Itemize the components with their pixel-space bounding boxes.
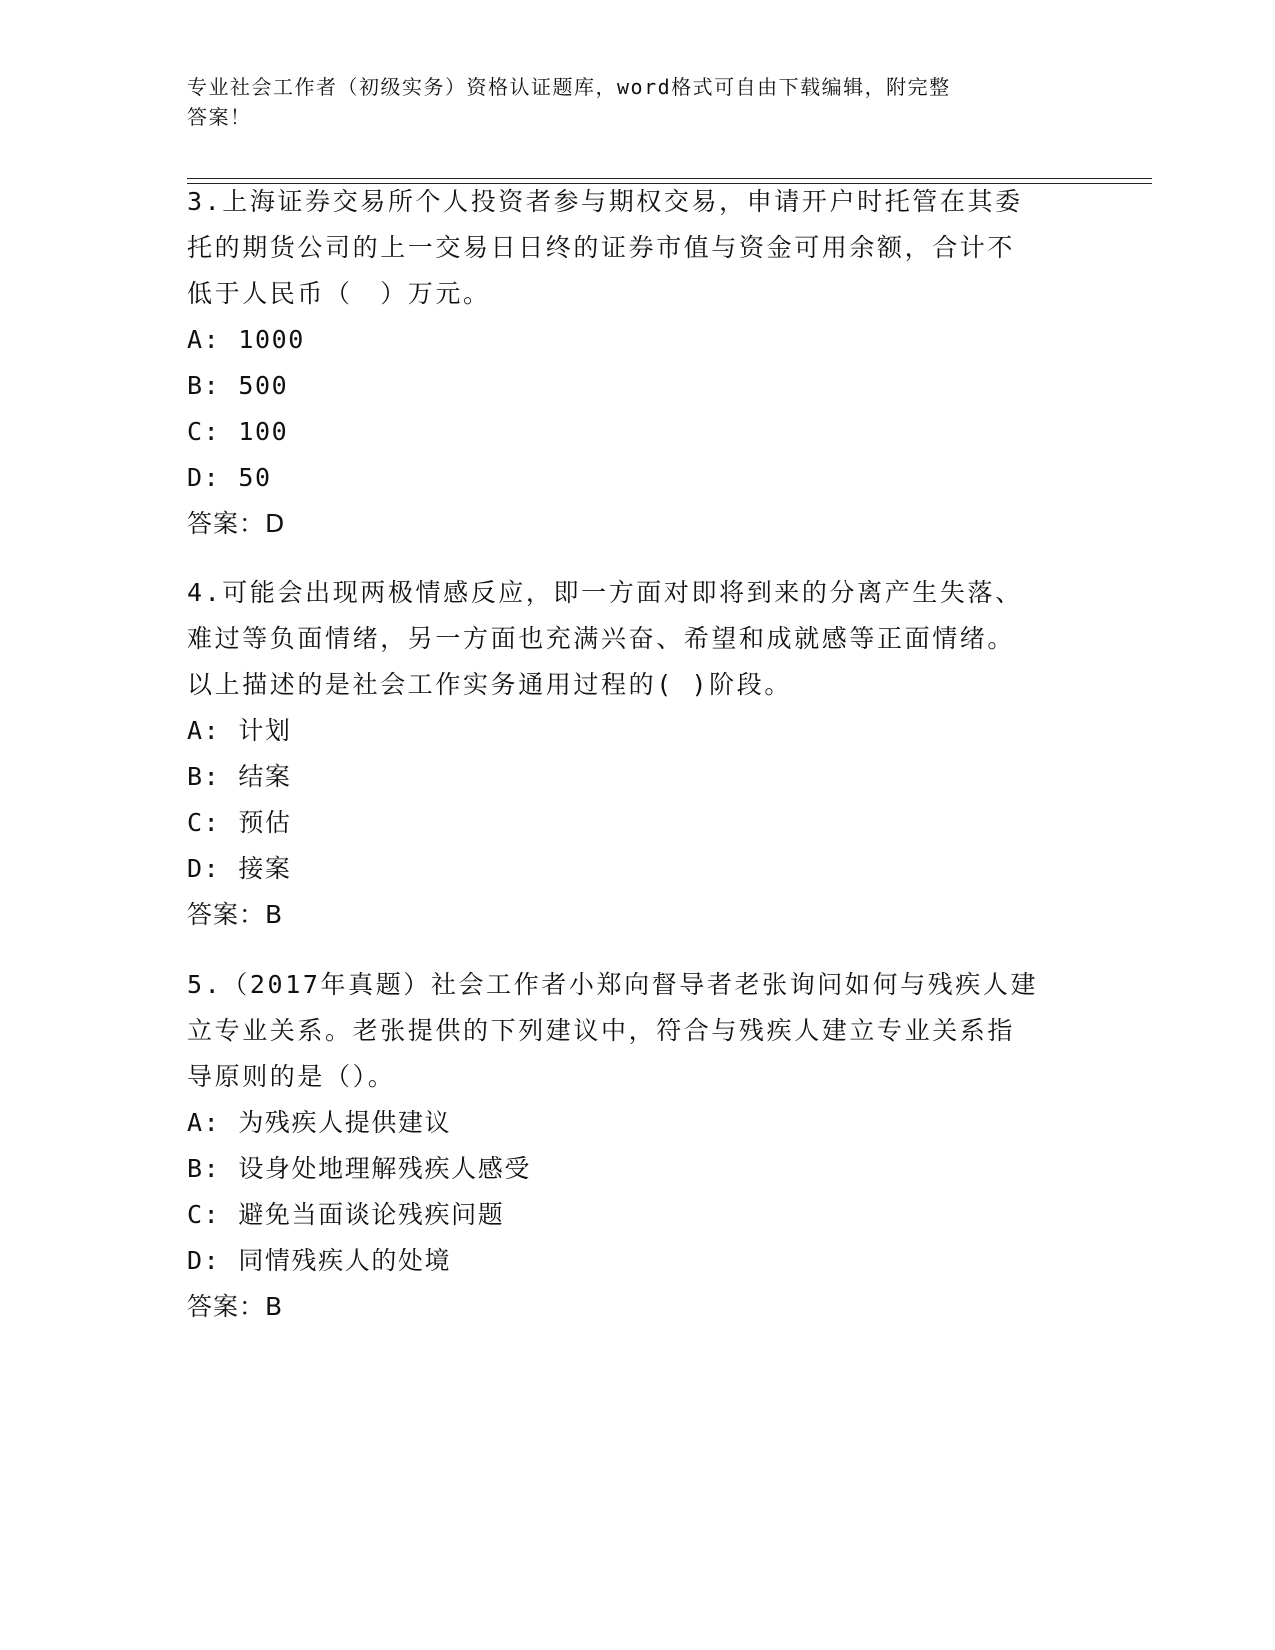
option-c — [187, 1192, 1067, 1238]
option-letter: B: — [187, 1154, 221, 1183]
option-letter: D: — [187, 1246, 221, 1275]
answer-line — [187, 1284, 1067, 1330]
document-header — [187, 72, 1067, 132]
answer-value: D — [265, 509, 286, 538]
option-d — [187, 1238, 1067, 1284]
option-c — [187, 800, 1067, 846]
option-text: 预估 — [238, 808, 292, 837]
option-a — [187, 1100, 1067, 1146]
option-letter: D: — [187, 463, 221, 492]
answer-label: 答案： — [187, 1292, 266, 1321]
question-stem-line: 立专业关系。老张提供的下列建议中，符合与残疾人建立专业关系指 — [187, 1016, 1016, 1045]
question-stem-line: 5.（2017年真题）社会工作者小郑向督导者老张询问如何与残疾人建 — [187, 970, 1039, 999]
question-stem-line: 导原则的是（）。 — [187, 1062, 396, 1091]
question-stem-line: 低于人民币（ ）万元。 — [187, 279, 491, 308]
option-b — [187, 1146, 1067, 1192]
answer-label: 答案： — [187, 900, 266, 929]
option-text: 1000 — [238, 325, 305, 354]
question-4 — [187, 570, 1067, 938]
option-text: 100 — [238, 417, 289, 446]
option-letter: B: — [187, 762, 221, 791]
option-letter: A: — [187, 1108, 221, 1137]
option-text: 500 — [238, 371, 289, 400]
option-a — [187, 317, 1067, 363]
header-line-2: 答案！ — [187, 105, 252, 129]
answer-value: B — [265, 1292, 284, 1321]
option-d — [187, 846, 1067, 892]
answer-line — [187, 892, 1067, 938]
question-5 — [187, 962, 1067, 1330]
option-text: 设身处地理解残疾人感受 — [238, 1154, 531, 1183]
option-letter: D: — [187, 854, 221, 883]
header-line-1: 专业社会工作者（初级实务）资格认证题库，word格式可自由下载编辑，附完整 — [187, 75, 951, 99]
option-a — [187, 708, 1067, 754]
option-d — [187, 455, 1067, 501]
option-b — [187, 754, 1067, 800]
option-letter: A: — [187, 716, 221, 745]
option-b — [187, 363, 1067, 409]
option-text: 结案 — [238, 762, 292, 791]
answer-line — [187, 501, 1067, 547]
question-stem-line: 3.上海证券交易所个人投资者参与期权交易，申请开户时托管在其委 — [187, 187, 1023, 216]
question-stem-line: 4.可能会出现两极情感反应，即一方面对即将到来的分离产生失落、 — [187, 578, 1023, 607]
option-letter: C: — [187, 417, 221, 446]
option-letter: A: — [187, 325, 221, 354]
question-stem-line: 以上描述的是社会工作实务通用过程的( )阶段。 — [187, 670, 792, 699]
option-c — [187, 409, 1067, 455]
option-text: 为残疾人提供建议 — [238, 1108, 452, 1137]
option-letter: B: — [187, 371, 221, 400]
option-letter: C: — [187, 808, 221, 837]
answer-value: B — [265, 900, 284, 929]
question-3 — [187, 179, 1067, 547]
question-stem-line: 难过等负面情绪，另一方面也充满兴奋、希望和成就感等正面情绪。 — [187, 624, 1016, 653]
option-text: 避免当面谈论残疾问题 — [238, 1200, 505, 1229]
option-text: 接案 — [238, 854, 292, 883]
option-text: 50 — [238, 463, 272, 492]
option-text: 计划 — [238, 716, 292, 745]
question-stem-line: 托的期货公司的上一交易日日终的证券市值与资金可用余额，合计不 — [187, 233, 1016, 262]
option-letter: C: — [187, 1200, 221, 1229]
answer-label: 答案： — [187, 509, 266, 538]
option-text: 同情残疾人的处境 — [238, 1246, 452, 1275]
